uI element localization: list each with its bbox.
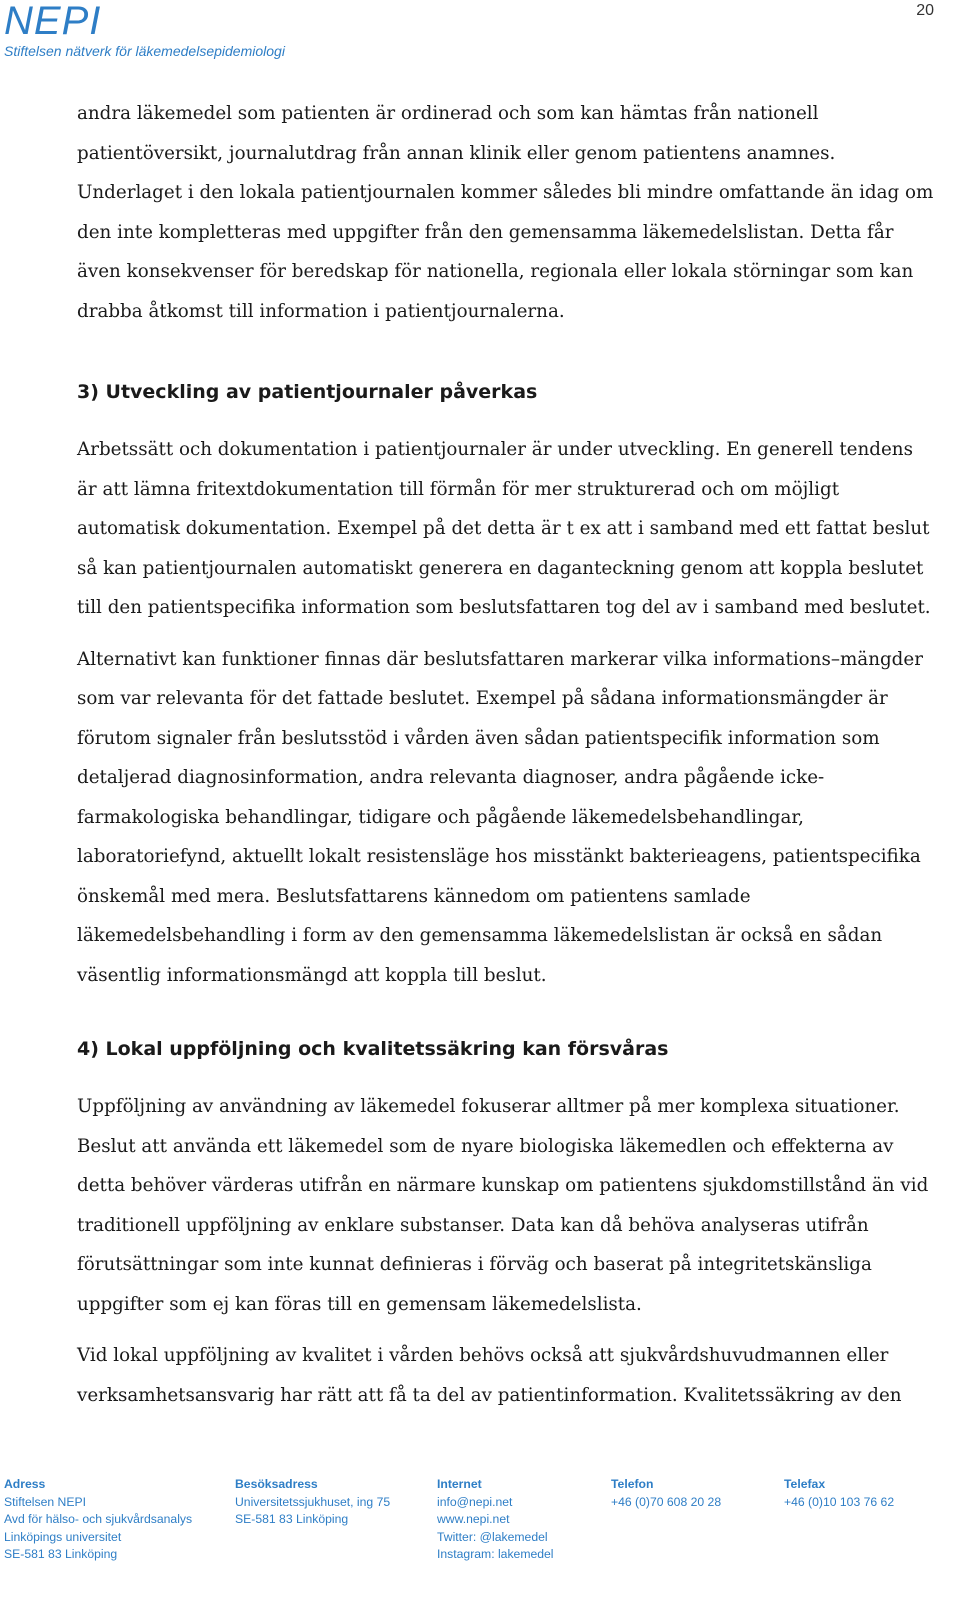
footer-email-link[interactable]: info@nepi.net <box>437 1494 513 1509</box>
footer-address-line: Avd för hälso- och sjukvårdsanalys <box>4 1512 193 1526</box>
footer-visit-heading: Besöksadress <box>235 1477 318 1491</box>
footer-visit-address <box>235 1476 390 1529</box>
footer-address-line: Linköpings universitet <box>4 1529 122 1544</box>
paragraph: Vid lokal uppföljning av kvalitet i vården behövs också att sjukvårdshuvudmannen eller verksamhetsansvarig har rätt att få ta del av patientinformation. Kvalitetssäkring av den <box>77 1345 902 1406</box>
footer-visit-line: SE-581 83 Linköping <box>235 1512 349 1526</box>
section-heading: 4) Lokal uppföljning och kvalitetssäkring kan försvåras <box>77 1038 669 1060</box>
footer-fax-heading: Telefax <box>784 1477 826 1491</box>
footer-address-line: SE-581 83 Linköping <box>4 1547 118 1561</box>
footer-visit-line: Universitetssjukhuset, ing 75 <box>235 1494 391 1509</box>
footer-twitter-link[interactable]: Twitter: @lakemedel <box>437 1529 548 1544</box>
footer-address <box>4 1476 192 1564</box>
footer-phone-heading: Telefon <box>611 1477 654 1491</box>
nepi-logo: NEPI <box>4 0 102 43</box>
paragraph: Arbetssätt och dokumentation i patientjournaler är under utveckling. En generell tendens är att lämna fritextdokumentation till förmån för mer strukturerad och om möjligt automatisk dokumentation. Exempel på det detta är t ex att i samband med ett fattat beslut så kan patientjournalen automatiskt generera en daganteckning genom att koppla beslutet till den patientspecifika information som beslutsfattaren tog del av i samband med beslutet. <box>77 439 931 618</box>
section-heading: 3) Utveckling av patientjournaler påverkas <box>77 381 538 403</box>
footer-fax-number: +46 (0)10 103 76 62 <box>784 1494 895 1509</box>
paragraph: andra läkemedel som patienten är ordinerad och som kan hämtas från nationell patientöversikt, journalutdrag från annan klinik eller genom patientens anamnes. Underlaget i den lokala patientjournalen kommer således bli mindre omfattande än idag om den inte kompletteras med uppgifter från den gemensamma läkemedelslistan. Detta får även konsekvenser för beredskap för nationella, regionala eller lokala störningar som kan drabba åtkomst till information i patientjournalerna. <box>77 103 934 322</box>
footer-address-line: Stiftelsen NEPI <box>4 1494 86 1509</box>
footer-fax <box>784 1476 894 1511</box>
organization-tagline: Stiftelsen nätverk för läkemedelsepidemiologi <box>4 43 285 59</box>
paragraph: Alternativt kan funktioner finnas där beslutsfattaren markerar vilka informations–mängder som var relevanta för det fattade beslutet. Exempel på sådana informationsmängder är förutom signaler från beslutsstöd i vården även sådan patientspecifik information som detaljerad diagnosinformation, andra relevanta diagnoser, andra pågående icke-farmakologiska behandlingar, tidigare och pågående läkemedelsbehandlingar, laboratoriefynd, aktuellt lokalt resistensläge hos misstänkt bakterieagens, patientspecifika önskemål med mera. Beslutsfattarens kännedom om patientens samlade läkemedelsbehandling i form av den gemensamma läkemedelslistan är också en sådan väsentlig informationsmängd att koppla till beslut. <box>77 648 923 986</box>
document-body <box>77 94 937 1427</box>
footer-internet <box>437 1476 554 1564</box>
page-header <box>4 0 285 59</box>
footer-instagram-link[interactable]: Instagram: lakemedel <box>437 1547 554 1561</box>
footer-address-heading: Adress <box>4 1477 46 1491</box>
footer-phone-number: +46 (0)70 608 20 28 <box>611 1494 722 1509</box>
footer-internet-heading: Internet <box>437 1477 482 1491</box>
page-number: 20 <box>916 2 934 19</box>
footer-website-link[interactable]: www.nepi.net <box>437 1512 510 1526</box>
paragraph: Uppföljning av användning av läkemedel fokuserar alltmer på mer komplexa situationer. Beslut att använda ett läkemedel som de nyare biologiska läkemedlen och effekterna av detta behöver värderas utifrån en närmare kunskap om patientens sjukdomstillstånd än vid traditionell uppföljning av enklare substanser. Data kan då behöva analyseras utifrån förutsättningar som inte kunnat definieras i förväg och baserat på integritetskänsliga uppgifter som ej kan föras till en gemensam läkemedelslista. <box>77 1096 929 1315</box>
footer-phone <box>611 1476 721 1511</box>
